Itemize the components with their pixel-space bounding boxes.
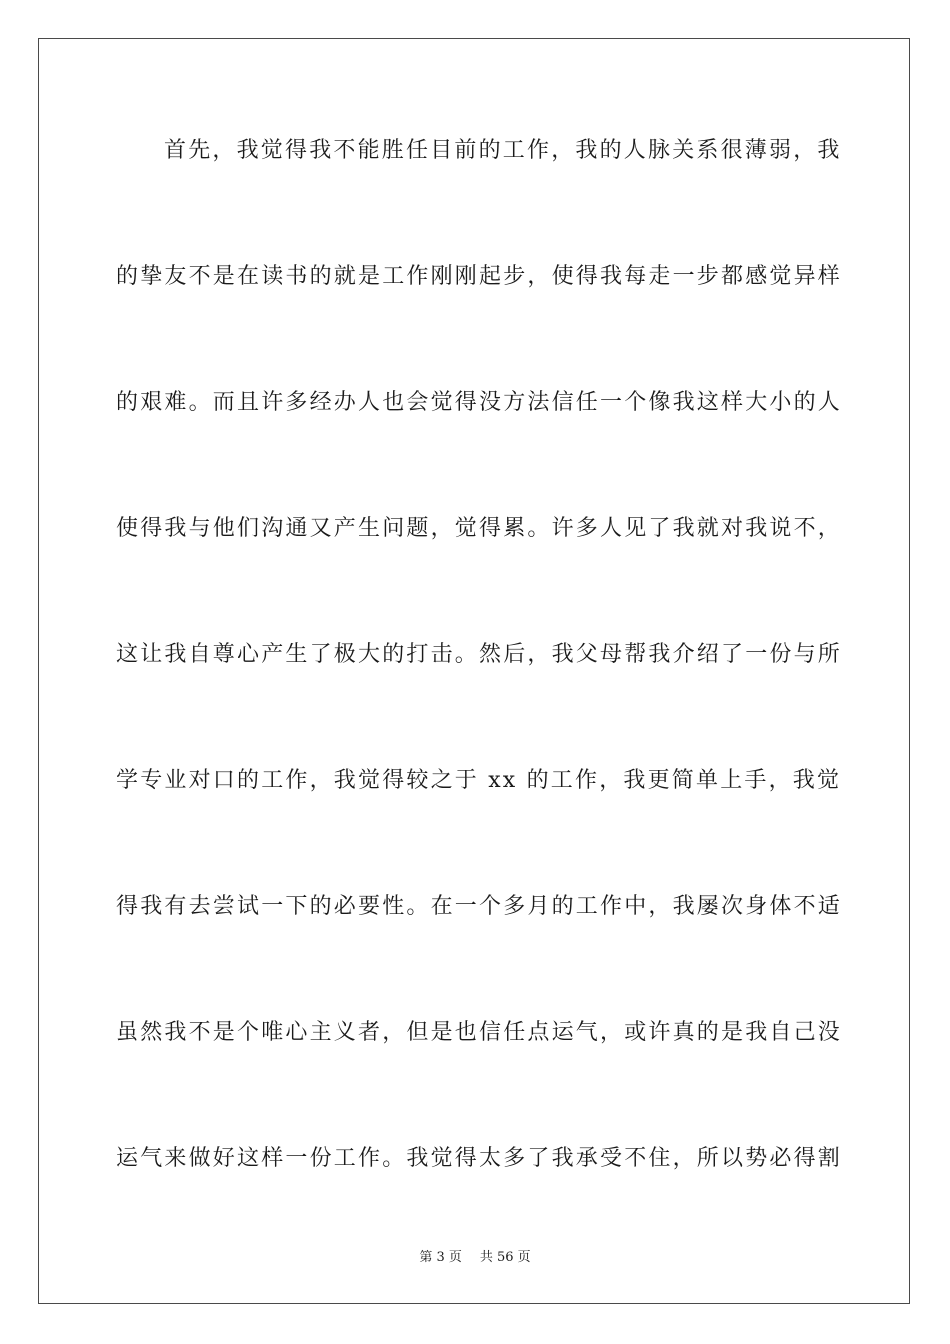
- text-line: 这让我自尊心产生了极大的打击。然后，我父母帮我介绍了一份与所: [116, 642, 843, 667]
- page-footer: [0, 1246, 950, 1265]
- text-line: 的艰难。而且许多经办人也会觉得没方法信任一个像我这样大小的人: [116, 390, 843, 415]
- text-line: 虽然我不是个唯心主义者，但是也信任点运气，或许真的是我自己没: [116, 1020, 843, 1045]
- text-line: 学专业对口的工作，我觉得较之于 xx 的工作，我更简单上手，我觉: [116, 768, 842, 793]
- text-line: 的挚友不是在读书的就是工作刚刚起步，使得我每走一步都感觉异样: [116, 264, 843, 289]
- text-line: 得我有去尝试一下的必要性。在一个多月的工作中，我屡次身体不适: [116, 894, 843, 919]
- text-line: 运气来做好这样一份工作。我觉得太多了我承受不住，所以势必得割: [116, 1146, 843, 1171]
- page-number: 第 3 页: [419, 1250, 462, 1265]
- text-line: 使得我与他们沟通又产生问题，觉得累。许多人见了我就对我说不，: [116, 516, 843, 541]
- text-line: 首先，我觉得我不能胜任目前的工作，我的人脉关系很薄弱，我: [164, 138, 842, 163]
- document-body: [116, 126, 843, 1260]
- total-pages: 共 56 页: [479, 1250, 531, 1265]
